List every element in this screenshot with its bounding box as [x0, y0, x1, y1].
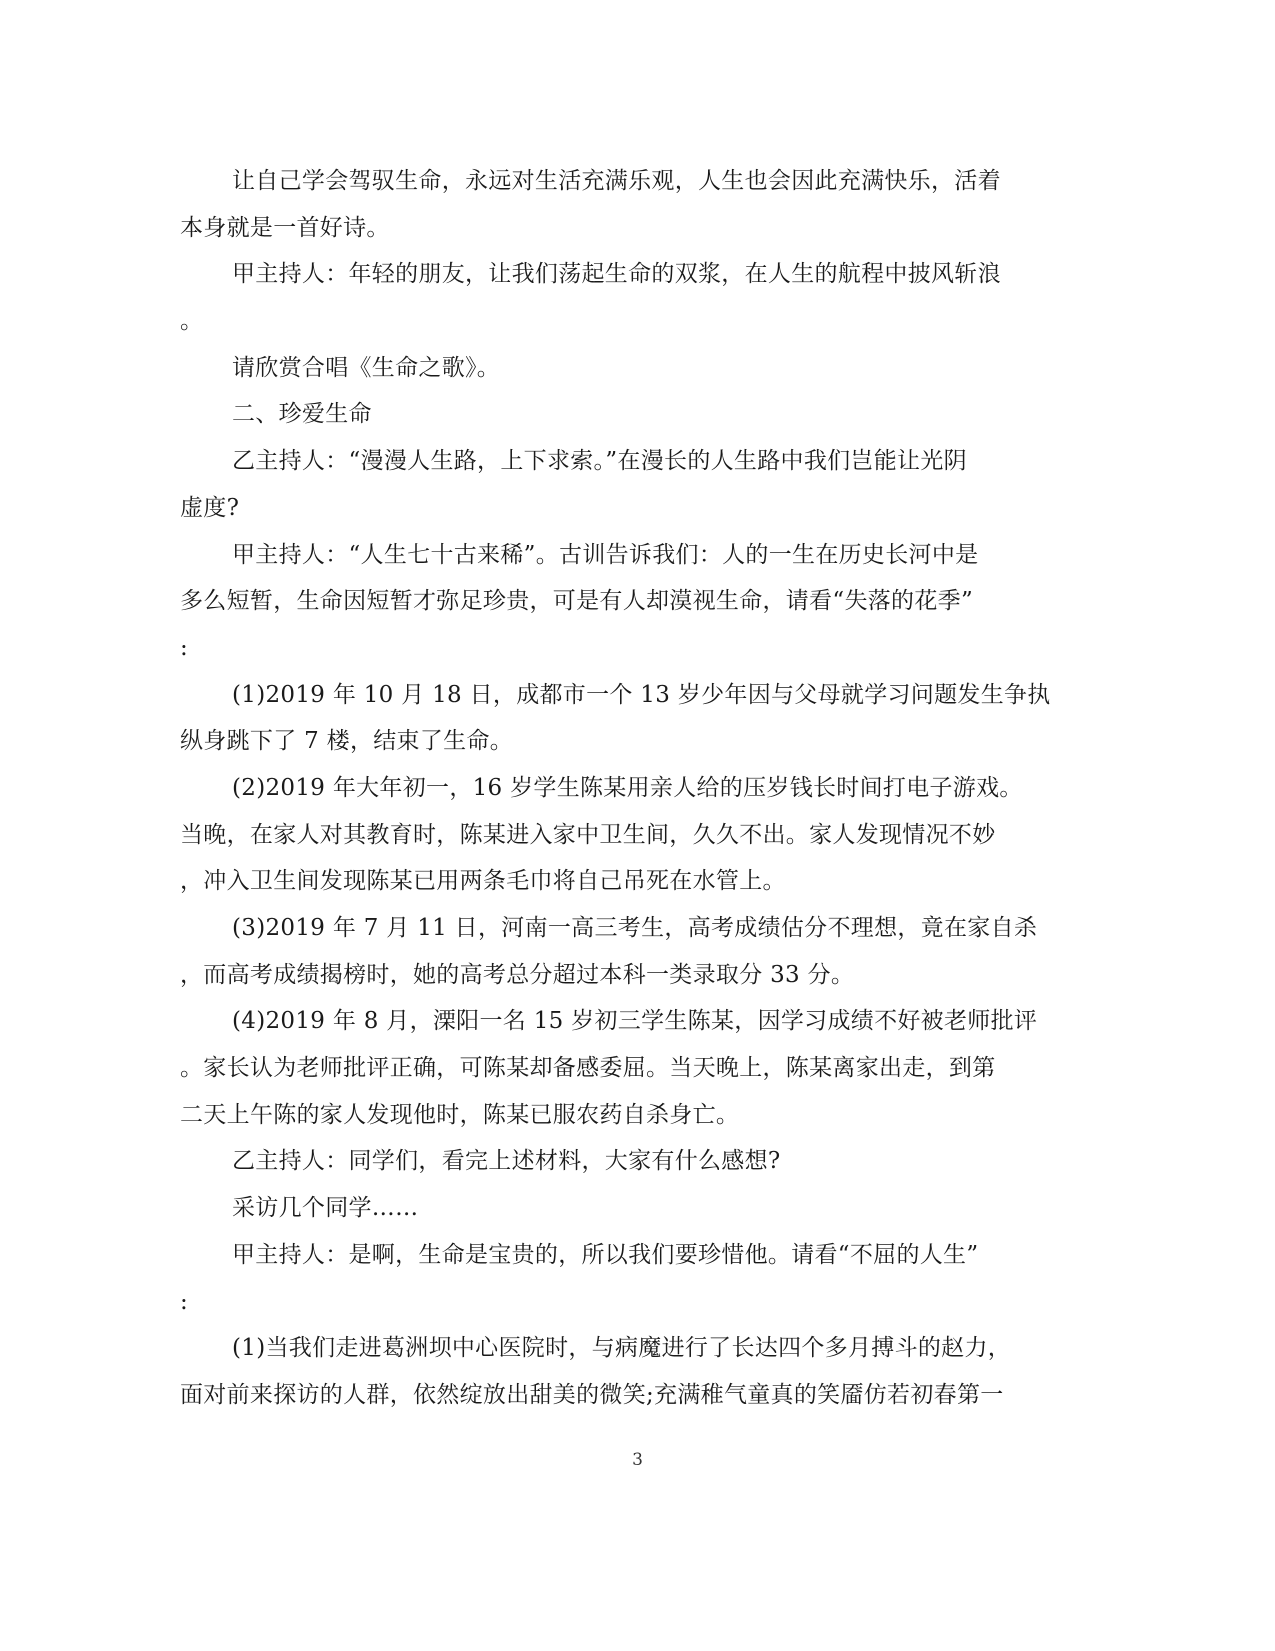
- text-line: :: [180, 1288, 189, 1315]
- text-line: (1)当我们走进葛洲坝中心医院时，与病魔进行了长达四个多月搏斗的赵力，: [232, 1335, 1012, 1362]
- text-line: 甲主持人：年轻的朋友，让我们荡起生命的双浆，在人生的航程中披风斩浪: [232, 261, 1001, 288]
- text-line: ，而高考成绩揭榜时，她的高考总分超过本科一类录取分 33 分。: [180, 961, 855, 988]
- text-line: 乙主持人：同学们，看完上述材料，大家有什么感想?: [232, 1148, 781, 1175]
- text-line: 二天上午陈的家人发现他时，陈某已服农药自杀身亡。: [180, 1101, 740, 1128]
- text-line: (4)2019 年 8 月，溧阳一名 15 岁初三学生陈某，因学习成绩不好被老师批评: [232, 1008, 1038, 1035]
- text-line: ，冲入卫生间发现陈某已用两条毛巾将自己吊死在水管上。: [180, 868, 786, 895]
- text-line: (1)2019 年 10 月 18 日，成都市一个 13 岁少年因与父母就学习问题发生争执: [232, 681, 1051, 708]
- text-line: 让自己学会驾驭生命，永远对生活充满乐观，人生也会因此充满快乐，活着: [232, 168, 1001, 194]
- text-line: (3)2019 年 7 月 11 日，河南一高三考生，高考成绩估分不理想，竟在家自杀: [232, 915, 1038, 941]
- text-line: 二、珍爱生命: [232, 401, 372, 428]
- document-body: [180, 158, 1051, 1419]
- text-line: 甲主持人：是啊，生命是宝贵的，所以我们要珍惜他。请看“不屈的人生”: [232, 1241, 979, 1268]
- text-line: 本身就是一首好诗。: [180, 214, 390, 241]
- text-line: 请欣赏合唱《生命之歌》。: [232, 354, 501, 381]
- page-number: 3: [632, 1450, 643, 1470]
- text-line: :: [180, 634, 189, 661]
- text-line: 纵身跳下了 7 楼，结束了生命。: [180, 728, 514, 755]
- text-line: 面对前来探访的人群，依然绽放出甜美的微笑;充满稚气童真的笑靥仿若初春第一: [180, 1381, 1004, 1408]
- text-line: 乙主持人：“漫漫人生路，上下求索。”在漫长的人生路中我们岂能让光阴: [232, 448, 967, 475]
- text-line: 采访几个同学……: [232, 1195, 419, 1222]
- text-line: 虚度?: [180, 494, 240, 521]
- text-line: 。: [180, 308, 204, 335]
- text-line: 当晚，在家人对其教育时，陈某进入家中卫生间，久久不出。家人发现情况不妙: [180, 821, 996, 848]
- text-line: 多么短暂，生命因短暂才弥足珍贵，可是有人却漠视生命，请看“失落的花季”: [180, 588, 974, 615]
- text-line: (2)2019 年大年初一，16 岁学生陈某用亲人给的压岁钱长时间打电子游戏。: [232, 774, 1023, 801]
- text-line: 。家长认为老师批评正确，可陈某却备感委屈。当天晚上，陈某离家出走，到第: [180, 1055, 996, 1082]
- text-line: 甲主持人：“人生七十古来稀”。古训告诉我们：人的一生在历史长河中是: [232, 541, 979, 568]
